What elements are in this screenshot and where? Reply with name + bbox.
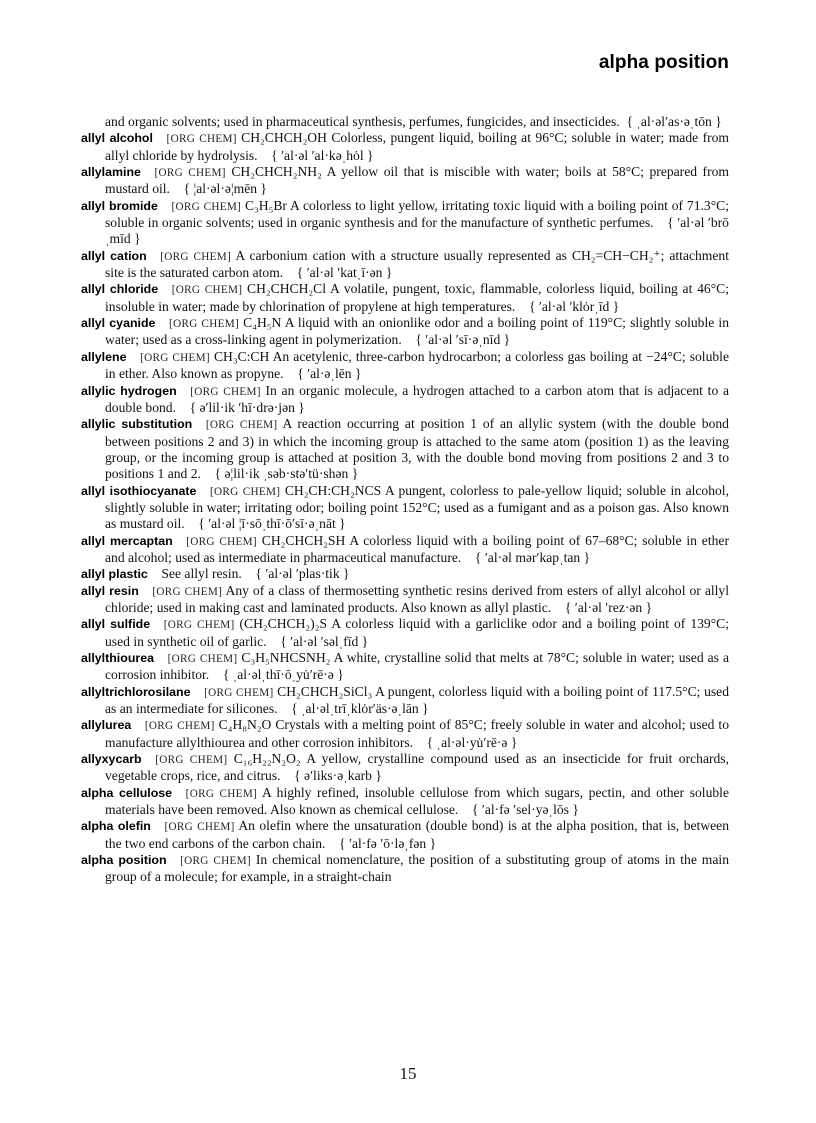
- entry-headword: allylurea: [81, 718, 132, 733]
- pronunciation: { ′al·əl ′rez·ən }: [564, 599, 653, 615]
- pronunciation: { ′al·əl ¦ī·sōˌthī·ō′sī·əˌnāt }: [198, 516, 346, 532]
- pronunciation: { ′al·əl ′al·kəˌhȯl }: [271, 147, 374, 163]
- entry-field-label: [ORG CHEM]: [144, 720, 215, 733]
- entry-field-label: [ORG CHEM]: [185, 787, 258, 800]
- dictionary-entry: [81, 130, 729, 164]
- dictionary-entry: [81, 566, 729, 582]
- pronunciation: { ′al·əl ′klȯrˌīd }: [528, 298, 620, 314]
- entry-field-label: [ORG CHEM]: [210, 485, 281, 498]
- entry-field-label: [ORG CHEM]: [167, 653, 238, 665]
- entry-definition: An olefin where the unsaturation (double bond) is at the alpha position, that is, between the two end carbons of the carbon chain.: [105, 818, 729, 851]
- dictionary-entry: [81, 583, 729, 617]
- pronunciation: { ˌal·əlˌthī·ōˌyu̇′rē·ə }: [222, 667, 344, 683]
- entry-definition: Any of a class of thermosetting synthetic resins derived from esters of allyl alcohol or allyl chloride; used in making cast and laminated products. Also known as allyl plastic.: [105, 582, 730, 615]
- entry-headword: allylamine: [81, 165, 141, 180]
- dictionary-entry: [81, 616, 729, 650]
- entry-definition: A highly refined, insoluble cellulose from which sugars, pectin, and other soluble materials have been removed. Also known as chemical cellulose.: [105, 784, 729, 818]
- pronunciation: { ˌal·əl′as·əˌtōn }: [626, 114, 722, 129]
- entry-definition: CH₂CH:CH₂NCS A pungent, colorless to pale-yellow liquid; soluble in alcohol, slightly soluble in water; irritating odor; boiling point 152°C; used as a fumigant and as a poison gas. Also known as mustard oil.: [105, 482, 729, 532]
- entry-definition: CH₂CHCH₂SH A colorless liquid with a boiling point of 67–68°C; soluble in ether and alcohol; used as intermediate in pharmaceutical manufacture.: [105, 532, 729, 565]
- entry-field-label: [ORG CHEM]: [155, 754, 228, 767]
- entry-definition: CH₂CHCH₂OH Colorless, pungent liquid, boiling at 96°C; soluble in water; made from allyl chloride by hydrolysis.: [105, 130, 729, 163]
- entry-definition: A carbonium cation with a structure usually represented as CH₂=CH−CH₂⁺; attachment site is the saturated carbon atom.: [105, 247, 729, 281]
- entry-field-label: [ORG CHEM]: [160, 250, 232, 263]
- entry-definition: In chemical nomenclature, the position of a substituting group of atoms in the main group of a molecule; for example, in a straight-chain: [105, 852, 729, 885]
- dictionary-entry: [81, 383, 729, 417]
- entry-field-label: [ORG CHEM]: [171, 200, 242, 213]
- entry-headword: allylene: [81, 349, 127, 364]
- pronunciation: { ˌal·əlˌtrīˌklȯr′äs·əˌlān }: [291, 701, 429, 717]
- entry-field-label: [ORG CHEM]: [154, 167, 226, 180]
- entry-definition: CH₂CHCH₂SiCl₃ A pungent, colorless liquid with a boiling point of 117.5°C; used as an intermediate for silicones.: [105, 683, 729, 717]
- entry-headword: allylic substitution: [81, 417, 193, 432]
- entry-headword: allyl plastic: [81, 567, 148, 582]
- entry-field-label: [ORG CHEM]: [164, 821, 235, 834]
- pronunciation: { ′al·əl mər′kapˌtan }: [474, 549, 591, 565]
- dictionary-entry: [81, 852, 729, 886]
- dictionary-entry: [81, 483, 729, 533]
- entry-headword: allyl chloride: [81, 282, 159, 297]
- dictionary-entry: [81, 751, 729, 785]
- dictionary-entry: [81, 164, 729, 198]
- pronunciation: { ′al·əl ′səlˌfīd }: [280, 633, 369, 649]
- entry-field-label: [ORG CHEM]: [180, 855, 251, 868]
- dictionary-entry: [81, 818, 729, 852]
- entry-definition: A reaction occurring at position 1 of an allylic system (with the double bond between positions 2 and 3) in which the incoming group is attached to the same atom (position 1) as the leaving group, or the incoming group is attached at position 3, with the double bond moving from positions 2 and 3 to positions 1 and 2.: [105, 416, 729, 482]
- entry-definition: C₁₆H₂₂N₂O₂ A yellow, crystalline compound used as an insecticide for fruit orchards, vegetable crops, rice, and citrus.: [105, 751, 729, 784]
- entry-definition: See allyl resin.: [161, 566, 242, 582]
- entry-field-label: [ORG CHEM]: [163, 619, 235, 632]
- entry-headword: allylthiourea: [81, 651, 154, 665]
- entry-field-label: [ORG CHEM]: [186, 535, 257, 548]
- entry-headword: alpha position: [81, 853, 167, 868]
- entry-headword: alpha olefin: [81, 819, 151, 834]
- entry-field-label: [ORG CHEM]: [169, 318, 239, 331]
- entry-headword: allyl mercaptan: [81, 533, 173, 548]
- entry-continuation: [81, 114, 729, 130]
- pronunciation: { ə′liks·əˌkarb }: [294, 768, 382, 784]
- pronunciation: { ¦al·əl·ə¦mēn }: [183, 181, 267, 197]
- entry-definition: CH₂CHCH₂NH₂ A yellow oil that is miscible with water; boils at 58°C; prepared from mustard oil.: [105, 164, 729, 197]
- entry-definition: C₃H₅NHCSNH₂ A white, crystalline solid that melts at 78°C; soluble in water; used as a corrosion inhibitor.: [105, 650, 729, 683]
- entry-field-label: [ORG CHEM]: [204, 686, 274, 699]
- dictionary-entry: [81, 785, 729, 819]
- pronunciation: { ′al·fə ′sel·yəˌlōs }: [471, 802, 579, 818]
- entry-field-label: [ORG CHEM]: [152, 585, 223, 598]
- entry-field-label: [ORG CHEM]: [190, 385, 261, 398]
- entry-definition: CH₂CHCH₂Cl A volatile, pungent, toxic, flammable, colorless liquid, boiling at 46°C; insoluble in water; made by chlorination of propylene at high temperatures.: [105, 281, 729, 314]
- entry-headword: allyl bromide: [81, 198, 158, 213]
- continuation-text: and organic solvents; used in pharmaceutical synthesis, perfumes, fungicides, and insecticides.: [105, 114, 620, 129]
- entry-field-label: [ORG CHEM]: [171, 284, 243, 297]
- pronunciation: { ′al·əl ′plas·tik }: [255, 566, 350, 582]
- running-head: alpha position: [598, 52, 729, 73]
- entry-headword: allyl sulfide: [81, 617, 151, 632]
- entry-field-label: [ORG CHEM]: [166, 133, 237, 146]
- pronunciation: { ′al·fə ′ō·ləˌfən }: [339, 835, 437, 851]
- dictionary-entry: [81, 281, 729, 315]
- pronunciation: { ˌal·əl·yu̇′rē·ə }: [426, 734, 518, 750]
- pronunciation: { ə¦lil·ik ˌsəb·stə′tü·shən }: [214, 466, 359, 482]
- entry-headword: allyl isothiocyanate: [81, 483, 197, 498]
- entry-definition: C₃H₅Br A colorless to light yellow, irritating toxic liquid with a boiling point of 71.3°C; soluble in organic solvents; used in organic synthesis and for the manufacture of synthetic perfumes.: [105, 197, 729, 231]
- dictionary-entry: [81, 349, 729, 383]
- entry-headword: allylic hydrogen: [81, 383, 177, 398]
- entry-headword: allyl cyanide: [81, 316, 156, 331]
- pronunciation: { ′al·əl ′katˌī·ən }: [296, 265, 393, 281]
- entry-headword: allyxycarb: [81, 752, 142, 767]
- dictionary-entry: [81, 416, 729, 482]
- entry-definition: (CH₂CHCH₂)₂S A colorless liquid with a garliclike odor and a boiling point of 139°C; used in synthetic oil of garlic.: [105, 616, 729, 649]
- pronunciation: { ə′lil·ik ′hī·drə·jən }: [189, 399, 305, 415]
- dictionary-entry: [81, 717, 729, 751]
- entry-definition: In an organic molecule, a hydrogen attached to a carbon atom that is adjacent to a double bond.: [105, 382, 729, 415]
- dictionary-entry: [81, 198, 729, 248]
- entry-headword: allyl cation: [81, 248, 147, 263]
- entry-definition: C₄H₈N₂O Crystals with a melting point of 85°C; freely soluble in water and alcohol; used to manufacture allylthiourea and other corrosion inhibitors.: [105, 717, 729, 750]
- page-number: 15: [399, 1064, 417, 1083]
- dictionary-entry: [81, 650, 729, 684]
- dictionary-entry: [81, 684, 729, 718]
- entry-headword: allyl resin: [81, 583, 139, 598]
- entry-headword: alpha cellulose: [81, 785, 173, 800]
- pronunciation: { ′al·əl ′sī·əˌnīd }: [415, 332, 511, 348]
- entry-headword: allyltrichlorosilane: [81, 684, 191, 699]
- dictionary-entry: [81, 533, 729, 567]
- entry-definition: CH₃C:CH An acetylenic, three-carbon hydrocarbon; a colorless gas boiling at −24°C; soluble in ether. Also known as propyne.: [105, 348, 729, 382]
- dictionary-entry: [81, 315, 729, 349]
- pronunciation: { ′al·əˌlēn }: [297, 366, 362, 382]
- entry-headword: allyl alcohol: [81, 131, 153, 146]
- entry-field-label: [ORG CHEM]: [205, 419, 278, 432]
- dictionary-entry: [81, 248, 729, 282]
- pronunciation: { ′al·əl ′brōˌmīd }: [105, 215, 729, 247]
- entry-definition: C₄H₅N A liquid with an onionlike odor and a boiling point of 119°C; slightly soluble in water; used as a cross-linking agent in polymerization.: [105, 315, 729, 348]
- entry-field-label: [ORG CHEM]: [140, 351, 210, 364]
- entry-list: [81, 114, 729, 886]
